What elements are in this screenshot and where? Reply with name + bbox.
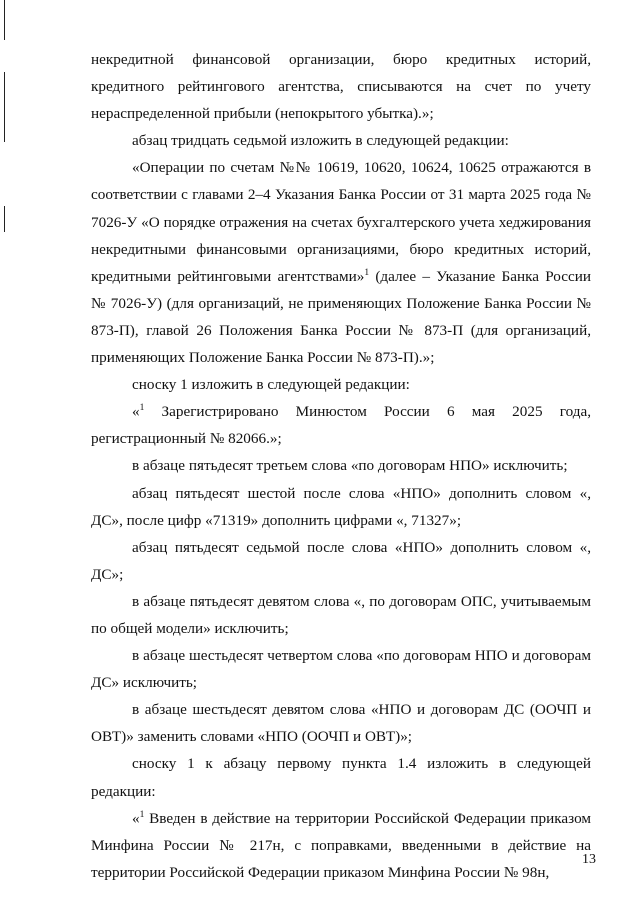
- footnote-marker: 1: [139, 403, 145, 414]
- footnote-marker: 1: [139, 809, 145, 820]
- paragraph: в абзаце шестьдесят четвертом слова «по договорам НПО и договорам ДС» исключить;: [91, 647, 591, 692]
- scan-margin-mark: [4, 72, 5, 142]
- scan-margin-mark: [4, 0, 5, 40]
- page-number: 13: [582, 852, 596, 867]
- paragraph: сноску 1 изложить в следующей редакции:: [132, 376, 410, 394]
- paragraph: «Операции по счетам №№ 10619, 10620, 10624, 10625 отражаются в соответствии с главами 2–4 Указания Банка России от 31 марта 2025 года № 7026-У «О порядке отражения на счетах бухгалтерского учета хеджирования некредитными финансовыми организациями, бюро кредитных историй, кредитными рейтинговыми агентствами»$^1$ (далее – Указание Банка России № 7026-У) (для организаций, не применяющих Положение Банка России № 873-П), главой 26 Положения Банка России № 873-П (для организаций, применяющих Положение Банка России № 873-П).»;: [91, 159, 591, 367]
- paragraph: в абзаце шестьдесят девятом слова «НПО и договорам ДС (ООЧП и ОВТ)» заменить словами «НПО (ООЧП и ОВТ)»;: [91, 701, 591, 746]
- document-body: [91, 46, 591, 886]
- paragraph: некредитной финансовой организации, бюро кредитных историй, кредитного рейтингового агентства, списываются на счет по учету нераспределенной прибыли (непокрытого убытка).»;: [91, 51, 591, 123]
- paragraph: в абзаце пятьдесят девятом слова «, по договорам ОПС, учитываемым по общей модели» исключить;: [91, 592, 591, 637]
- paragraph: в абзаце пятьдесят третьем слова «по договорам НПО» исключить;: [132, 457, 568, 475]
- paragraph: абзац пятьдесят шестой после слова «НПО» дополнить словом «, ДС», после цифр «71319» дополнить цифрами «, 71327»;: [91, 484, 591, 529]
- paragraph: абзац тридцать седьмой изложить в следующей редакции:: [132, 132, 509, 150]
- paragraph: «$^1$ Зарегистрировано Минюстом России 6 мая 2025 года, регистрационный № 82066.»;: [91, 403, 591, 448]
- scan-margin-mark: [4, 206, 5, 232]
- paragraph: сноску 1 к абзацу первому пункта 1.4 изложить в следующей редакции:: [91, 755, 591, 800]
- paragraph: «$^1$ Введен в действие на территории Российской Федерации приказом Минфина России № 217н, с поправками, введенными в действие на территории Российской Федерации приказом Минфина России № 98н,: [91, 809, 591, 881]
- paragraph: абзац пятьдесят седьмой после слова «НПО» дополнить словом «, ДС»;: [91, 538, 591, 583]
- footnote-marker: 1: [364, 267, 370, 278]
